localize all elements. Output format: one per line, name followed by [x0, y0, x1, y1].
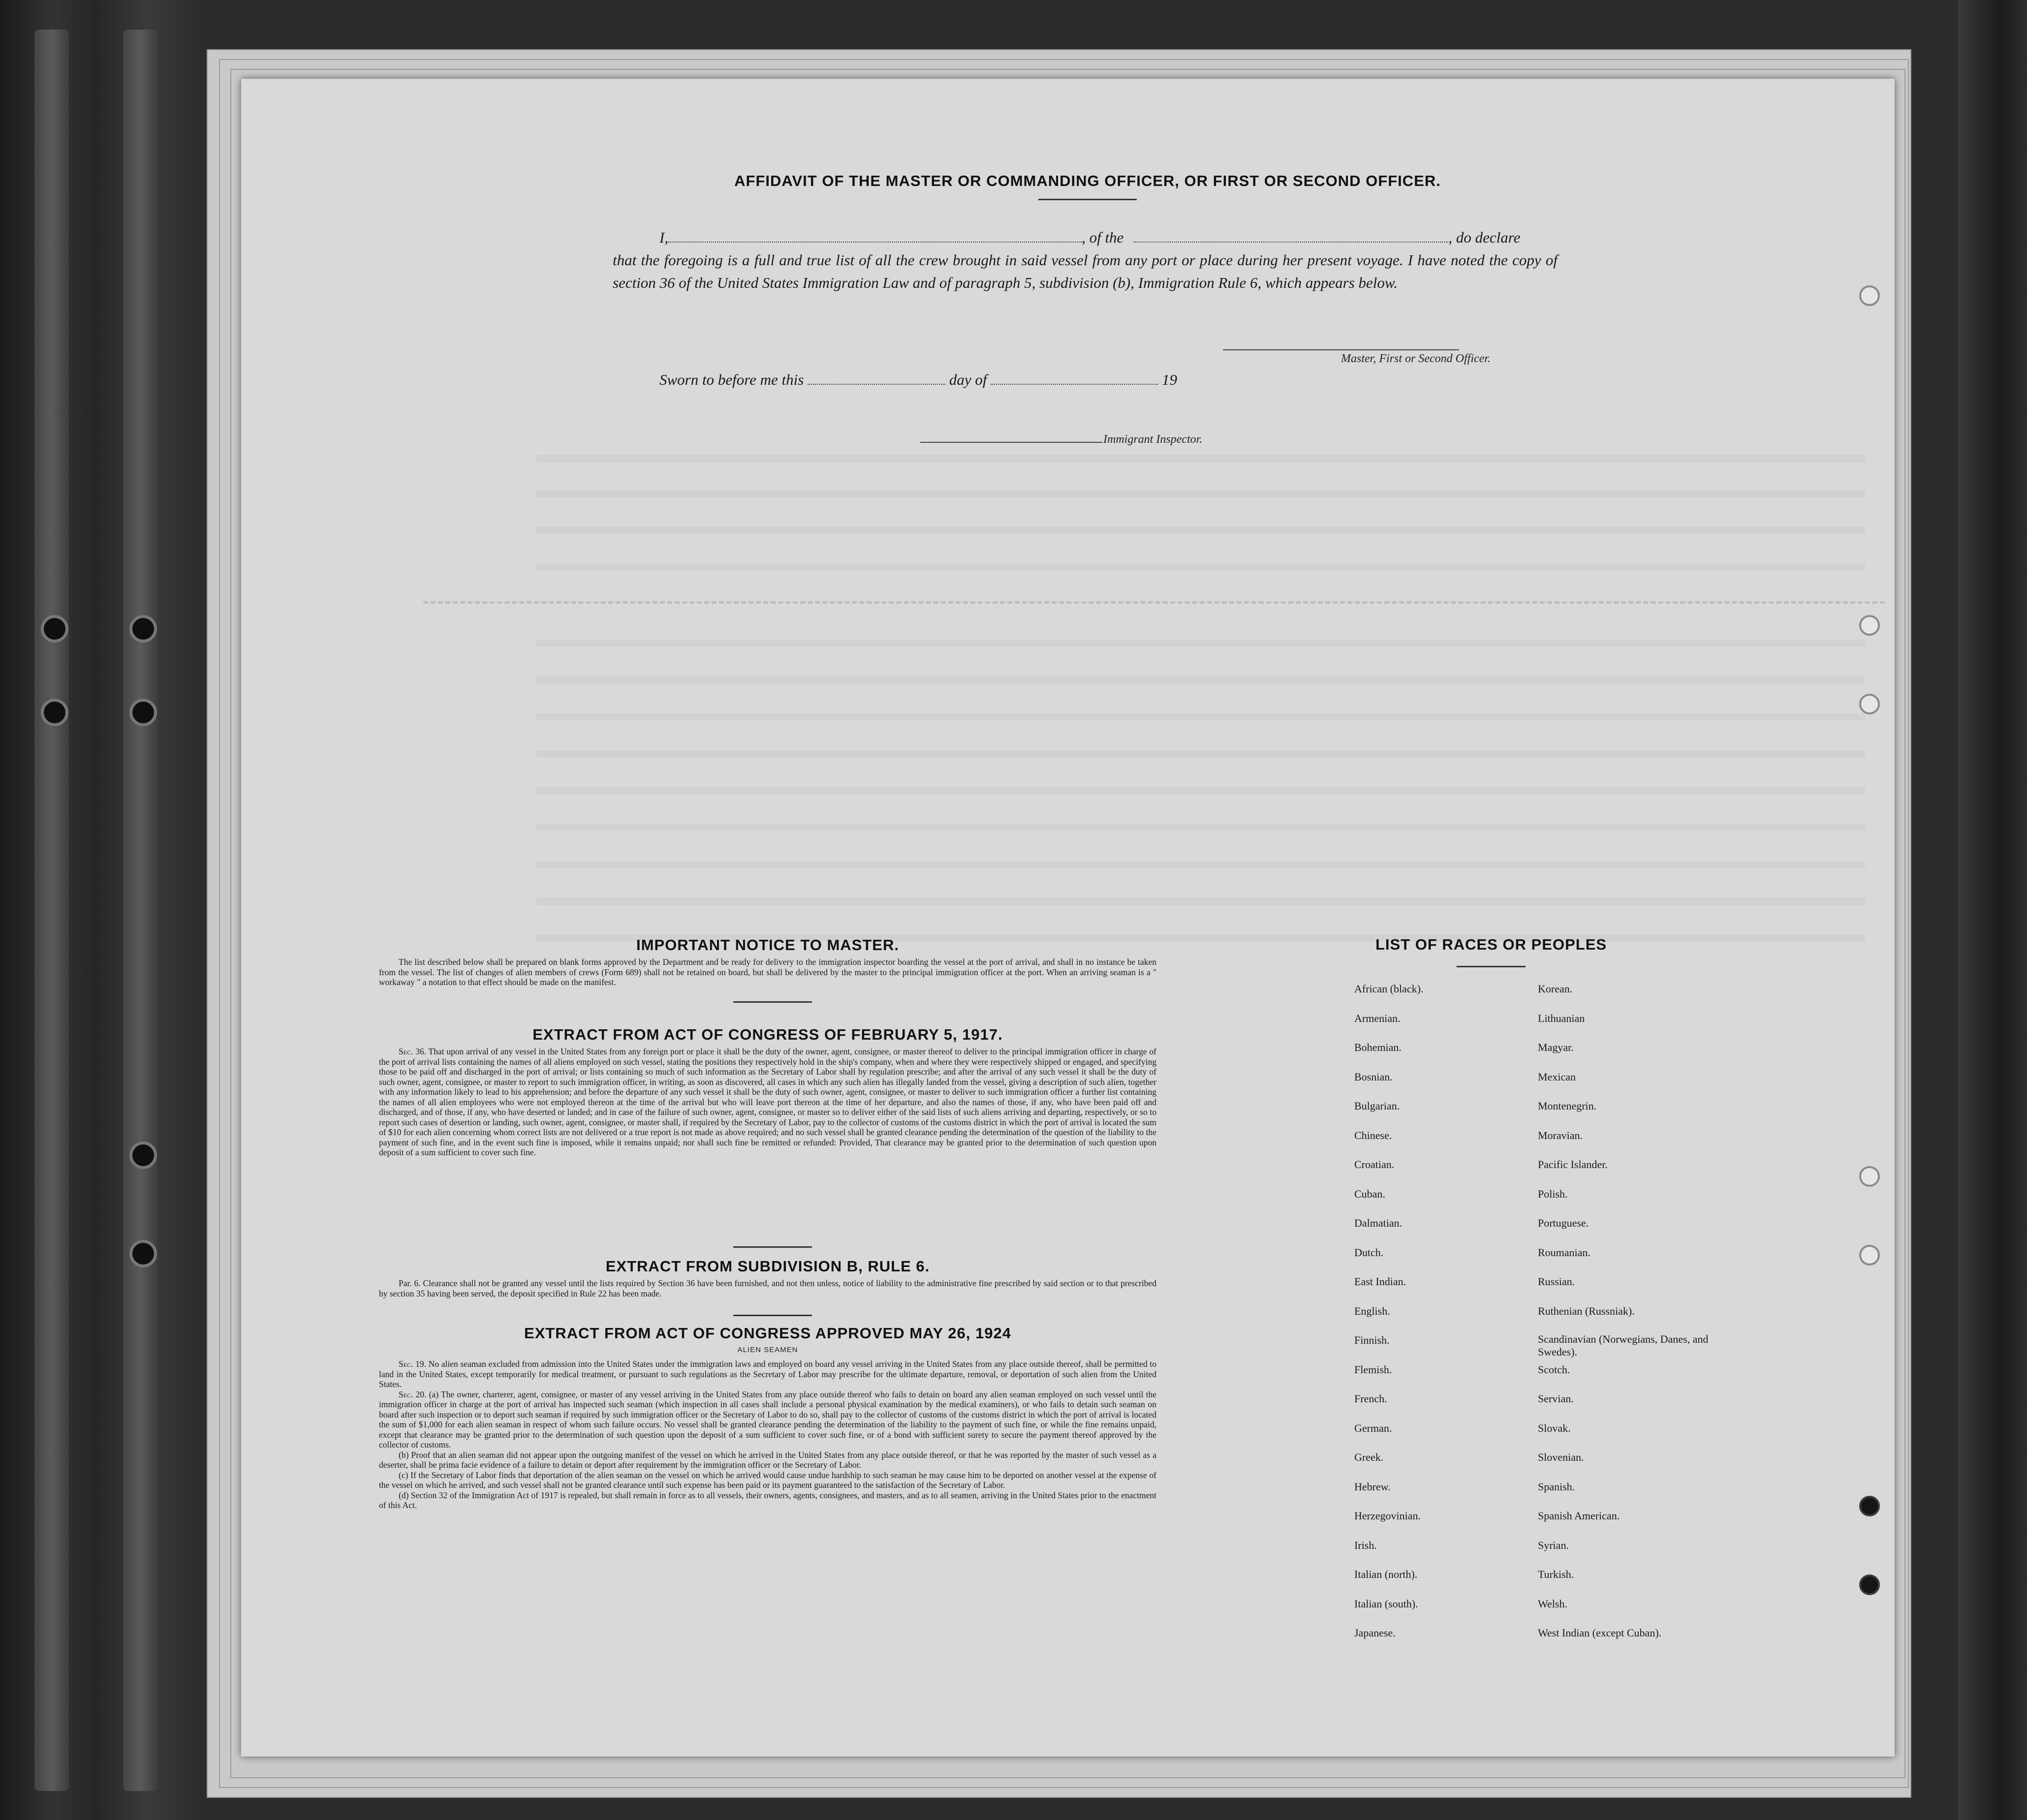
form-sheet: [241, 79, 1895, 1757]
race-item: Lithuanian: [1538, 1012, 1585, 1024]
officer-name-field[interactable]: [668, 227, 1082, 243]
affidavit-of-the-label: , of the: [1082, 229, 1124, 246]
race-item: Pacific Islander.: [1538, 1158, 1608, 1171]
race-item: German.: [1354, 1421, 1392, 1434]
affidavit-title-rule: [1038, 199, 1137, 200]
race-item: Slovak.: [1538, 1421, 1571, 1434]
race-item: Servian.: [1538, 1392, 1574, 1405]
race-item: Cuban.: [1354, 1187, 1385, 1200]
race-item: English.: [1354, 1304, 1390, 1317]
bleed-through-row: [536, 640, 1865, 647]
binder-strip: [34, 30, 69, 1791]
binder-background: [0, 0, 212, 1820]
bleed-through-divider: [423, 601, 1885, 604]
race-item: Chinese.: [1354, 1129, 1392, 1141]
sworn-statement: [659, 369, 1177, 389]
race-item: Scandinavian (Norwegians, Danes, and Swedes).: [1538, 1333, 1709, 1358]
extract-1917-body: [379, 1047, 1156, 1158]
race-item: Flemish.: [1354, 1363, 1392, 1376]
race-item: French.: [1354, 1392, 1387, 1405]
punch-hole: [1859, 285, 1880, 306]
races-title-rule: [1457, 966, 1526, 967]
bleed-through-row: [536, 455, 1865, 462]
race-item: East Indian.: [1354, 1275, 1406, 1288]
section-19-paragraph: [379, 1359, 1156, 1389]
extract-1917-title: EXTRACT FROM ACT OF CONGRESS OF FEBRUARY 5, 1917.: [532, 1026, 1003, 1043]
section-19-label: Sec. 19.: [399, 1359, 427, 1369]
race-item: Japanese.: [1354, 1627, 1396, 1639]
notice-body: The list described below shall be prepared on blank forms approved by the Department and be ready for delivery to the immigration inspector boarding the vessel at the port of arrival, and shall in no instance be taken from the vessel. The list of changes of alien members of crews (Form 689) shall not be retained on board, but shall be delivered by the master to the principal immigration officer at the port. When an arriving seaman is a " workaway " a notation to that effect should be made on the manifest.: [379, 957, 1156, 987]
race-item: Dalmatian.: [1354, 1217, 1403, 1229]
inspector-caption: Immigrant Inspector.: [1103, 433, 1203, 446]
affidavit-body: [613, 226, 1558, 294]
notice-rule: [733, 1001, 812, 1003]
extract-rule6-rule: [733, 1315, 812, 1316]
extract-rule6-body: Par. 6. Clearance shall not be granted any vessel until the lists required by Section 36 have been furnished, and not then unless, notice of liability to the administrative fine prescribed by said section or to that prescribed by section 35 having been served, the deposit specified in Rule 22 has been made.: [379, 1278, 1156, 1298]
races-title: LIST OF RACES OR PEOPLES: [1375, 936, 1607, 953]
affidavit-i-label: I,: [659, 229, 669, 246]
extract-1917-rule: [733, 1246, 812, 1248]
bleed-through-row: [536, 898, 1865, 905]
master-signature-line[interactable]: [1223, 349, 1459, 350]
binder-hole: [129, 615, 157, 643]
race-item: Dutch.: [1354, 1246, 1384, 1259]
vessel-name-field[interactable]: [1133, 227, 1448, 243]
punch-hole: [1859, 1496, 1880, 1516]
bleed-through-row: [536, 526, 1865, 533]
race-item: West Indian (except Cuban).: [1538, 1627, 1662, 1639]
punch-hole: [1859, 1245, 1880, 1265]
race-item: Greek.: [1354, 1451, 1384, 1463]
race-item: Armenian.: [1354, 1012, 1401, 1024]
race-item: Roumanian.: [1538, 1246, 1590, 1259]
races-left-column: [1354, 982, 1423, 1655]
section-36-label: Sec. 36.: [399, 1047, 427, 1056]
race-item: Portuguese.: [1538, 1217, 1589, 1229]
sworn-month-field[interactable]: [991, 369, 1158, 385]
bleed-through-row: [536, 491, 1865, 497]
race-item: Finnish.: [1354, 1334, 1390, 1346]
affidavit-declare-label: , do declare: [1448, 229, 1521, 246]
inspector-signature-line[interactable]: [920, 442, 1102, 443]
bleed-through-row: [536, 750, 1865, 757]
bleed-through-row: [536, 677, 1865, 683]
race-item: Russian.: [1538, 1275, 1575, 1288]
section-36-text: That upon arrival of any vessel in the United States from any foreign port or place it shall be the duty of the owner, agent, consignee, or master thereof to deliver to the principal immigration officer in charge of the port of arrival lists containing the names of all aliens employed on such vessel, stating the positions they respectively hold in the ship's company, when and where they were respectively shipped or engaged, and specifying those to be paid off and discharged in the port of arrival; or lists containing so much of such information as the Secretary of Labor shall by regulation prescribe; and after the arrival of any such vessel it shall be the duty of such owner, agent, consignee, or master to report to such immigration officer, in writing, as soon as discovered, all cases in which any such alien has illegally landed from the vessel, giving a description of such alien, together with any information likely to lead to his apprehension; and before the departure of any such vessel it shall be the duty of such owner, agent, consignee, or master to deliver to such immigration officer a further list containing the names of all alien employees who were not employed thereon at the time of the arrival but who will leave port thereon at the time of her departure, and also the names of those, if any, who have been paid off and discharged, and of those, if any, who have deserted or landed; and in case of the failure of such owner, agent, consignee, or master so to deliver either of the said lists of such aliens arriving and departing, respectively, or so to report such cases of desertion or landing, such owner, agent, consignee, or master shall, if required by the Secretary of Labor, pay to the collector of customs of the customs district in which the port of arrival is located the sum of $10 for each alien concerning whom correct lists are not delivered or a true report is not made as above required; and no such vessel shall be granted clearance pending the determination of the question of the liability to the payment of such fine, and in the event such fine is imposed, while it remains unpaid; nor shall such fine be remitted or refunded: Provided, That clearance may be granted prior to the determination of such question upon deposit of a sum sufficient to cover such fine.: [379, 1047, 1156, 1157]
punch-hole: [1859, 1166, 1880, 1187]
notice-title: IMPORTANT NOTICE TO MASTER.: [636, 936, 899, 954]
race-item: Bulgarian.: [1354, 1100, 1400, 1112]
sworn-prefix: Sworn to before me this: [659, 371, 804, 388]
race-item: Herzegovinian.: [1354, 1510, 1421, 1522]
race-item: Ruthenian (Russniak).: [1538, 1304, 1635, 1317]
binder-hole: [41, 699, 68, 726]
sworn-day-of-label: day of: [949, 371, 987, 388]
binder-hole: [129, 1141, 157, 1169]
race-item: Syrian.: [1538, 1539, 1569, 1551]
bleed-through-row: [536, 713, 1865, 720]
race-item: Magyar.: [1538, 1041, 1574, 1053]
alien-seamen-caption: ALIEN SEAMEN: [737, 1346, 798, 1354]
section-20a-text: (a) The owner, charterer, agent, consignee, or master of any vessel arriving in the United States from any place outside thereof who fails to detain on board any alien seaman employed on such vessel until the immigration officer in charge at the port of arrival has inspected such seaman (which inspection in all cases shall include a personal physical examination by the medical examiners), or who fails to detain such seaman on board after such inspection or to deport such seaman if required by such immigration officer or the Secretary of Labor to do so, shall pay to the collector of customs of the customs district in which the port of arrival is located the sum of $1,000 for each alien seaman in respect of whom such failure occurs. No vessel shall be granted clearance pending the determination of the liability to the payment of such fine, or while the fine remains unpaid, except that clearance may be granted prior to the determination of such question upon the deposit of a sum sufficient to cover such fine, or of a bond with sufficient surety to secure the payment thereof approved by the collector of customs.: [379, 1389, 1157, 1450]
bleed-through-row: [536, 824, 1865, 831]
race-item: Scotch.: [1538, 1363, 1570, 1376]
section-20c-paragraph: (c) If the Secretary of Labor finds that deportation of the alien seaman on the vessel on which he arrived would cause undue hardship to such seaman he may cause him to be deported on another vessel at the expense of the vessel on which he arrived, and such vessel shall not be granted clearance until such expense has been paid or its payment guaranteed to the satisfaction of the Secretary of Labor.: [379, 1470, 1156, 1490]
master-signature-caption: Master, First or Second Officer.: [1341, 352, 1491, 365]
race-item: Mexican: [1538, 1070, 1576, 1083]
race-item: Irish.: [1354, 1539, 1377, 1551]
race-item: Italian (south).: [1354, 1597, 1418, 1610]
race-item: Montenegrin.: [1538, 1100, 1597, 1112]
bleed-through-row: [536, 787, 1865, 794]
race-item: Polish.: [1538, 1187, 1568, 1200]
punch-hole: [1859, 615, 1880, 636]
race-item: Spanish.: [1538, 1480, 1575, 1493]
extract-rule6-title: EXTRACT FROM SUBDIVISION B, RULE 6.: [605, 1258, 930, 1275]
race-item: Moravian.: [1538, 1129, 1583, 1141]
race-item: Italian (north).: [1354, 1568, 1418, 1580]
race-item: African (black).: [1354, 983, 1424, 995]
affidavit-title: AFFIDAVIT OF THE MASTER OR COMMANDING OFFICER, OR FIRST OR SECOND OFFICER.: [734, 172, 1441, 189]
bleed-through-row: [536, 861, 1865, 868]
race-item: Hebrew.: [1354, 1480, 1391, 1493]
binder-hole: [41, 615, 68, 643]
section-20-label: Sec. 20.: [399, 1389, 427, 1399]
punch-hole: [1859, 694, 1880, 714]
bleed-through-row: [536, 563, 1865, 570]
section-20d-paragraph: (d) Section 32 of the Immigration Act of 1917 is repealed, but shall remain in force as to all vessels, their owners, agents, consignees, and masters, and as to all seamen, arriving in the United States prior to the enactment of this Act.: [379, 1490, 1156, 1510]
race-item: Bohemian.: [1354, 1041, 1402, 1053]
race-item: Welsh.: [1538, 1597, 1567, 1610]
scanner-edge: [1958, 0, 2027, 1820]
binder-hole: [129, 699, 157, 726]
race-item: Spanish American.: [1538, 1510, 1620, 1522]
section-19-text: No alien seaman excluded from admission into the United States under the immigration laws and employed on board any vessel arriving in the United States from any place outside thereof, shall be permitted to land in the United States, except temporarily for medical treatment, or pursuant to such regulations as the Secretary of Labor may prescribe for the ultimate departure, removal, or deportation of such alien from the United States.: [379, 1359, 1156, 1389]
binder-strip: [123, 30, 157, 1791]
extract-1924-title: EXTRACT FROM ACT OF CONGRESS APPROVED MAY 26, 1924: [524, 1325, 1011, 1342]
extract-1924-body: [379, 1359, 1156, 1511]
sworn-year-prefix: 19: [1161, 371, 1177, 388]
section-20b-paragraph: (b) Proof that an alien seaman did not appear upon the outgoing manifest of the vessel on which he arrived in the United States from any place outside thereof, or that he was reported by the master of such vessel as a deserter, shall be prima facie evidence of a failure to detain or deport after requirement by the immigration officer or the Secretary of Labor.: [379, 1450, 1156, 1470]
binder-hole: [129, 1240, 157, 1267]
sworn-day-field[interactable]: [808, 369, 945, 385]
section-20a-paragraph: [379, 1389, 1156, 1450]
race-item: Turkish.: [1538, 1568, 1574, 1580]
race-item: Bosnian.: [1354, 1070, 1393, 1083]
races-right-column: [1538, 982, 1725, 1655]
race-item: Korean.: [1538, 983, 1573, 995]
affidavit-statement: that the foregoing is a full and true list of all the crew brought in said vessel from any port or place during her present voyage. I have noted the copy of section 36 of the United States Immigration Law and of paragraph 5, subdivision (b), Immigration Rule 6, which appears below.: [613, 251, 1558, 291]
race-item: Croatian.: [1354, 1158, 1395, 1171]
race-item: Slovenian.: [1538, 1451, 1584, 1463]
punch-hole: [1859, 1574, 1880, 1595]
affidavit-first-line: [613, 226, 1558, 249]
